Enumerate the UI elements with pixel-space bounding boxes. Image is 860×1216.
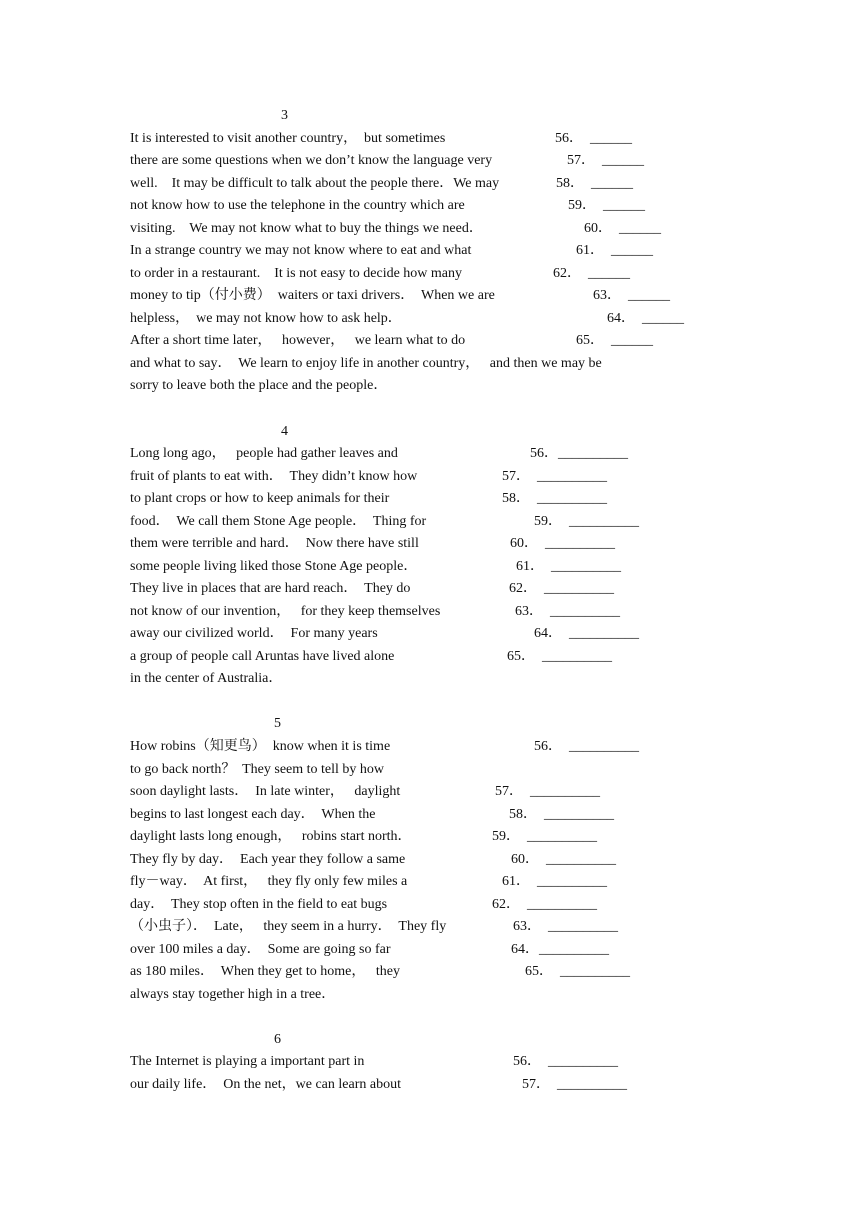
answer-blank: 64．__________ [511, 942, 609, 957]
passage-line: our daily life． On the net，we can learn about [130, 1077, 401, 1092]
answer-blank: 63． __________ [513, 919, 618, 934]
answer-blank: 62． __________ [492, 897, 597, 912]
passage-line: It is interested to visit another country， but sometimes [130, 131, 446, 146]
passage-line: After a short time later， however， we learn what to do [130, 333, 466, 348]
answer-blank: 60． __________ [510, 536, 615, 551]
answer-blank: 59． __________ [534, 514, 639, 529]
answer-blank: 64． __________ [534, 626, 639, 641]
answer-blank: 58． __________ [509, 807, 614, 822]
passage-line: and what to say． We learn to enjoy life in another country， and then we may be [130, 356, 602, 371]
passage-line: well. It may be difficult to talk about the people there．We may [130, 176, 500, 191]
answer-blank: 57． __________ [502, 469, 607, 484]
answer-blank: 58． __________ [502, 491, 607, 506]
passage-line: to order in a restaurant. It is not easy to decide how many [130, 266, 463, 281]
passage-line: In a strange country we may not know where to eat and what [130, 243, 472, 258]
answer-blank: 57． __________ [495, 784, 600, 799]
answer-blank: 56． __________ [534, 739, 639, 754]
answer-blank: 62． ______ [553, 266, 630, 281]
passage-line: there are some questions when we don’t know the language very [130, 153, 493, 168]
passage-line: over 100 miles a day． Some are going so far [130, 942, 391, 957]
answer-blank: 56． __________ [513, 1054, 618, 1069]
passage-line: not know how to use the telephone in the country which are [130, 198, 465, 213]
passage-line: money to tip（付小费） waiters or taxi drivers． When we are [130, 288, 495, 303]
passage-line: them were terrible and hard． Now there have still [130, 536, 419, 551]
answer-blank: 56． ______ [555, 131, 632, 146]
passage-line: not know of our invention， for they keep themselves [130, 604, 441, 619]
answer-blank: 60． ______ [584, 221, 661, 236]
passage-line: fruit of plants to eat with． They didn’t know how [130, 469, 418, 484]
passage-line: to plant crops or how to keep animals for their [130, 491, 390, 506]
section-number: 3 [281, 108, 288, 123]
answer-blank: 59． ______ [568, 198, 645, 213]
answer-blank: 65． ______ [576, 333, 653, 348]
passage-line: fly－way． At first， they fly only few miles a [130, 874, 408, 889]
section-number: 6 [274, 1032, 281, 1047]
passage-line: soon daylight lasts． In late winter， daylight [130, 784, 401, 799]
answer-blank: 57． __________ [522, 1077, 627, 1092]
section-number: 4 [281, 424, 288, 439]
answer-blank: 65． __________ [525, 964, 630, 979]
answer-blank: 61． __________ [502, 874, 607, 889]
passage-line: How robins（知更鸟） know when it is time [130, 739, 391, 754]
answer-blank: 60． __________ [511, 852, 616, 867]
answer-blank: 63． __________ [515, 604, 620, 619]
passage-line: away our civilized world． For many years [130, 626, 378, 641]
answer-blank: 61． ______ [576, 243, 653, 258]
passage-line: day． They stop often in the field to eat bugs [130, 897, 388, 912]
passage-line: sorry to leave both the place and the people． [130, 378, 388, 393]
answer-blank: 65． __________ [507, 649, 612, 664]
section-number: 5 [274, 716, 281, 731]
passage-line: food． We call them Stone Age people． Thing for [130, 514, 427, 529]
answer-blank: 61． __________ [516, 559, 621, 574]
passage-line: always stay together high in a tree． [130, 987, 336, 1002]
passage-line: helpless， we may not know how to ask help． [130, 311, 402, 326]
passage-line: They fly by day． Each year they follow a same [130, 852, 406, 867]
passage-line: Long long ago， people had gather leaves and [130, 446, 398, 461]
passage-line: visiting. We may not know what to buy the things we need． [130, 221, 483, 236]
passage-line: a group of people call Aruntas have lived alone [130, 649, 395, 664]
answer-blank: 58． ______ [556, 176, 633, 191]
answer-blank: 57． ______ [567, 153, 644, 168]
answer-blank: 63． ______ [593, 288, 670, 303]
answer-blank: 59． __________ [492, 829, 597, 844]
answer-blank: 56．__________ [530, 446, 628, 461]
passage-line: They live in places that are hard reach． They do [130, 581, 411, 596]
answer-blank: 62． __________ [509, 581, 614, 596]
passage-line: as 180 miles． When they get to home， they [130, 964, 400, 979]
passage-line: begins to last longest each day． When the [130, 807, 376, 822]
passage-line: The Internet is playing a important part in [130, 1054, 365, 1069]
passage-line: daylight lasts long enough， robins start north． [130, 829, 412, 844]
passage-line: in the center of Australia． [130, 671, 283, 686]
passage-line: some people living liked those Stone Age people． [130, 559, 418, 574]
passage-line: （小虫子）． Late， they seem in a hurry． They fly [130, 919, 447, 934]
passage-line: to go back north？ They seem to tell by how [130, 762, 385, 777]
answer-blank: 64． ______ [607, 311, 684, 326]
